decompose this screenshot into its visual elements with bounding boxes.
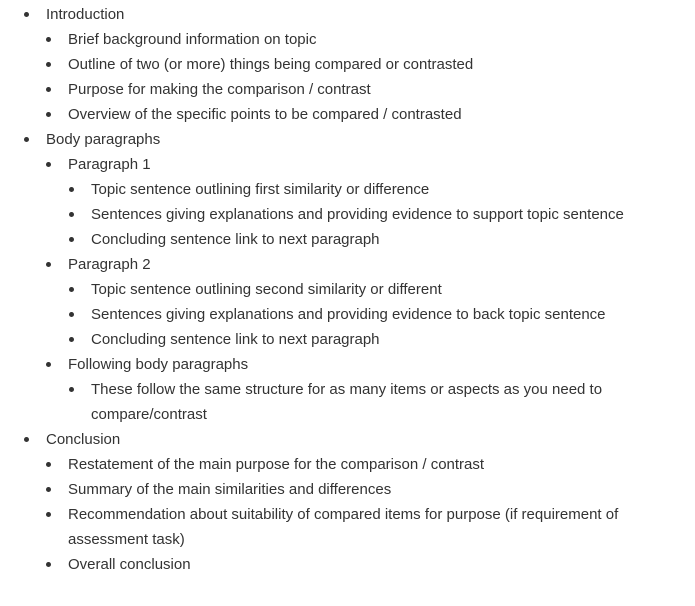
list-item bbox=[0, 477, 695, 502]
section-introduction bbox=[0, 2, 695, 127]
bullet-icon bbox=[69, 287, 74, 292]
list-item-text: Sentences giving explanations and providing evidence to back topic sentence bbox=[91, 306, 606, 323]
subsection-paragraph-2 bbox=[0, 252, 695, 352]
paragraph-1-items bbox=[0, 177, 695, 252]
bullet-icon bbox=[46, 112, 51, 117]
bullet-icon bbox=[69, 237, 74, 242]
following-items bbox=[0, 377, 695, 427]
subsection-paragraph-1 bbox=[0, 152, 695, 252]
subsection-label: Paragraph 2 bbox=[68, 256, 151, 273]
bullet-icon bbox=[69, 187, 74, 192]
bullet-icon bbox=[46, 362, 51, 367]
introduction-items bbox=[0, 27, 695, 127]
bullet-icon bbox=[46, 262, 51, 267]
bullet-icon bbox=[69, 387, 74, 392]
list-item-text: Brief background information on topic bbox=[68, 31, 317, 48]
list-item-text: Summary of the main similarities and differences bbox=[68, 481, 392, 498]
list-item-text: These follow the same structure for as many items or aspects as you need to compare/contrast bbox=[91, 381, 603, 423]
bullet-icon bbox=[46, 62, 51, 67]
bullet-icon bbox=[69, 337, 74, 342]
bullet-icon bbox=[24, 12, 29, 17]
section-body-paragraphs bbox=[0, 127, 695, 427]
bullet-icon bbox=[69, 212, 74, 217]
paragraph-2-items bbox=[0, 277, 695, 352]
body-items bbox=[0, 152, 695, 427]
bullet-icon bbox=[24, 437, 29, 442]
conclusion-items bbox=[0, 452, 695, 577]
list-item-text: Purpose for making the comparison / contrast bbox=[68, 81, 371, 98]
list-item bbox=[0, 202, 695, 227]
subsection-following-body-paragraphs bbox=[0, 352, 695, 427]
outline-list bbox=[0, 2, 695, 577]
list-item bbox=[0, 502, 695, 552]
list-item-text: Topic sentence outlining second similarity or different bbox=[91, 281, 442, 298]
bullet-icon bbox=[46, 37, 51, 42]
section-label: Body paragraphs bbox=[46, 131, 161, 148]
bullet-icon bbox=[46, 512, 51, 517]
list-item-text: Concluding sentence link to next paragraph bbox=[91, 231, 380, 248]
list-item bbox=[0, 227, 695, 252]
bullet-icon bbox=[46, 87, 51, 92]
bullet-icon bbox=[46, 487, 51, 492]
list-item bbox=[0, 77, 695, 102]
bullet-icon bbox=[69, 312, 74, 317]
section-conclusion bbox=[0, 427, 695, 577]
list-item-text: Outline of two (or more) things being compared or contrasted bbox=[68, 56, 474, 73]
section-label: Conclusion bbox=[46, 431, 121, 448]
list-item-text: Overall conclusion bbox=[68, 556, 191, 573]
list-item bbox=[0, 52, 695, 77]
list-item bbox=[0, 452, 695, 477]
list-item bbox=[0, 102, 695, 127]
list-item bbox=[0, 27, 695, 52]
list-item-text: Sentences giving explanations and providing evidence to support topic sentence bbox=[91, 206, 624, 223]
bullet-icon bbox=[24, 137, 29, 142]
list-item-text: Concluding sentence link to next paragraph bbox=[91, 331, 380, 348]
bullet-icon bbox=[46, 462, 51, 467]
list-item bbox=[0, 377, 695, 427]
list-item-text: Overview of the specific points to be compared / contrasted bbox=[68, 106, 462, 123]
subsection-label: Paragraph 1 bbox=[68, 156, 151, 173]
bullet-icon bbox=[46, 162, 51, 167]
list-item bbox=[0, 302, 695, 327]
list-item bbox=[0, 277, 695, 302]
list-item-text: Recommendation about suitability of compared items for purpose (if requirement of assessment task) bbox=[68, 506, 619, 548]
list-item-text: Topic sentence outlining first similarity or difference bbox=[91, 181, 430, 198]
subsection-label: Following body paragraphs bbox=[68, 356, 249, 373]
list-item bbox=[0, 552, 695, 577]
list-item-text: Restatement of the main purpose for the comparison / contrast bbox=[68, 456, 485, 473]
bullet-icon bbox=[46, 562, 51, 567]
list-item bbox=[0, 177, 695, 202]
list-item bbox=[0, 327, 695, 352]
section-label: Introduction bbox=[46, 6, 125, 23]
